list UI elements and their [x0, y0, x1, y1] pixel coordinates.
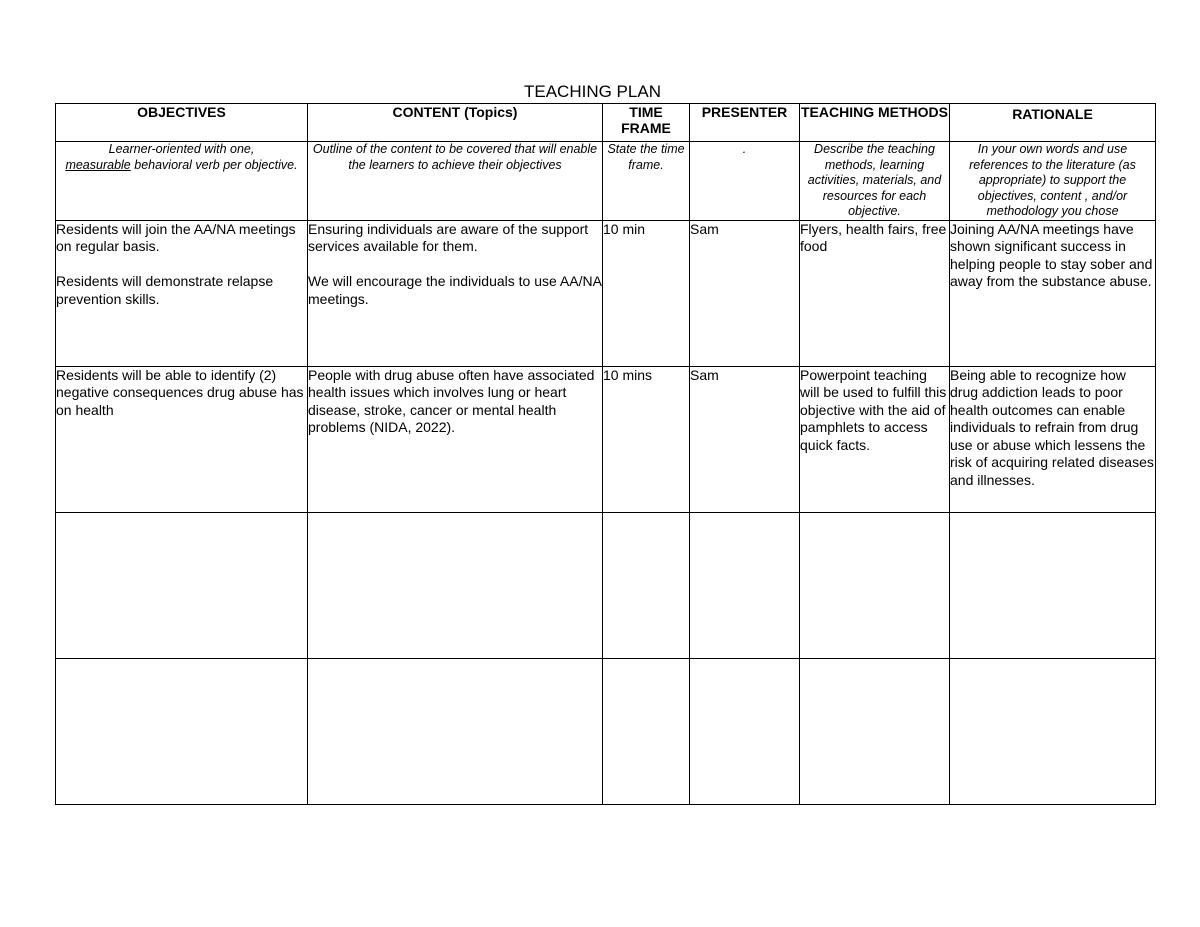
- teaching-plan-table: [55, 103, 1156, 805]
- empty-table-row: [56, 512, 1156, 658]
- header-presenter: PRESENTER: [690, 104, 800, 142]
- description-row: [56, 142, 1156, 221]
- objectives-cell: [56, 366, 308, 512]
- desc-teaching-methods: Describe the teaching methods, learning activities, materials, and resources for each objective.: [800, 142, 950, 221]
- content-cell: [308, 658, 603, 804]
- desc-objectives-underlined: measurable: [65, 157, 131, 172]
- content-cell: [308, 366, 603, 512]
- empty-table-row: [56, 658, 1156, 804]
- teaching-methods-cell: [800, 658, 950, 804]
- time-frame-cell: 10 mins: [603, 366, 690, 512]
- time-frame-cell: [603, 658, 690, 804]
- objectives-cell: [56, 220, 308, 366]
- rationale-cell: [950, 658, 1156, 804]
- objective-text: Residents will be able to identify (2) negative consequences drug abuse has on health: [56, 366, 304, 418]
- desc-presenter: .: [690, 142, 800, 221]
- header-teaching-methods: TEACHING METHODS: [800, 104, 950, 142]
- header-row: [56, 104, 1156, 142]
- time-frame-cell: [603, 512, 690, 658]
- desc-objectives-post: behavioral verb per objective.: [134, 157, 298, 172]
- presenter-cell: Sam: [690, 220, 800, 366]
- objective-text: Residents will join the AA/NA meetings on regular basis.: [56, 220, 296, 254]
- teaching-methods-cell: [800, 512, 950, 658]
- teaching-methods-cell: Powerpoint teaching will be used to fulfill this objective with the aid of pamphlets to access quick facts.: [800, 366, 950, 512]
- content-cell: [308, 220, 603, 366]
- desc-time-frame: State the time frame.: [603, 142, 690, 221]
- teaching-methods-cell: Flyers, health fairs, free food: [800, 220, 950, 366]
- content-text: Ensuring individuals are aware of the support services available for them.: [308, 220, 589, 254]
- time-frame-cell: 10 min: [603, 220, 690, 366]
- presenter-cell: Sam: [690, 366, 800, 512]
- content-text: People with drug abuse often have associated health issues which involves lung or heart disease, stroke, cancer or mental health problems (NIDA, 2022).: [308, 366, 595, 435]
- desc-content: Outline of the content to be covered that will enable the learners to achieve their objectives: [308, 142, 603, 221]
- presenter-cell: [690, 512, 800, 658]
- desc-rationale: In your own words and use references to the literature (as appropriate) to support the objectives, content , and/or methodology you chose: [950, 142, 1156, 221]
- content-text: We will encourage the individuals to use AA/NA meetings.: [308, 273, 602, 307]
- desc-objectives-pre: Learner-oriented with one,: [108, 142, 255, 156]
- objectives-cell: [56, 658, 308, 804]
- desc-objectives: [56, 142, 308, 221]
- header-rationale: RATIONALE: [950, 104, 1156, 142]
- table-row: [56, 220, 1156, 366]
- content-cell: [308, 512, 603, 658]
- rationale-cell: Joining AA/NA meetings have shown significant success in helping people to stay sober and away from the substance abuse.: [950, 220, 1156, 366]
- page-title: TEACHING PLAN: [524, 82, 661, 101]
- header-content: CONTENT (Topics): [308, 104, 603, 142]
- rationale-cell: Being able to recognize how drug addiction leads to poor health outcomes can enable individuals to refrain from drug use or abuse which lessens the risk of acquiring related diseases and illnesses.: [950, 366, 1156, 512]
- header-time-frame: TIME FRAME: [603, 104, 690, 142]
- header-objectives: OBJECTIVES: [56, 104, 308, 142]
- objectives-cell: [56, 512, 308, 658]
- objective-text: Residents will demonstrate relapse prevention skills.: [56, 273, 274, 307]
- presenter-cell: [690, 658, 800, 804]
- rationale-cell: [950, 512, 1156, 658]
- table-row: [56, 366, 1156, 512]
